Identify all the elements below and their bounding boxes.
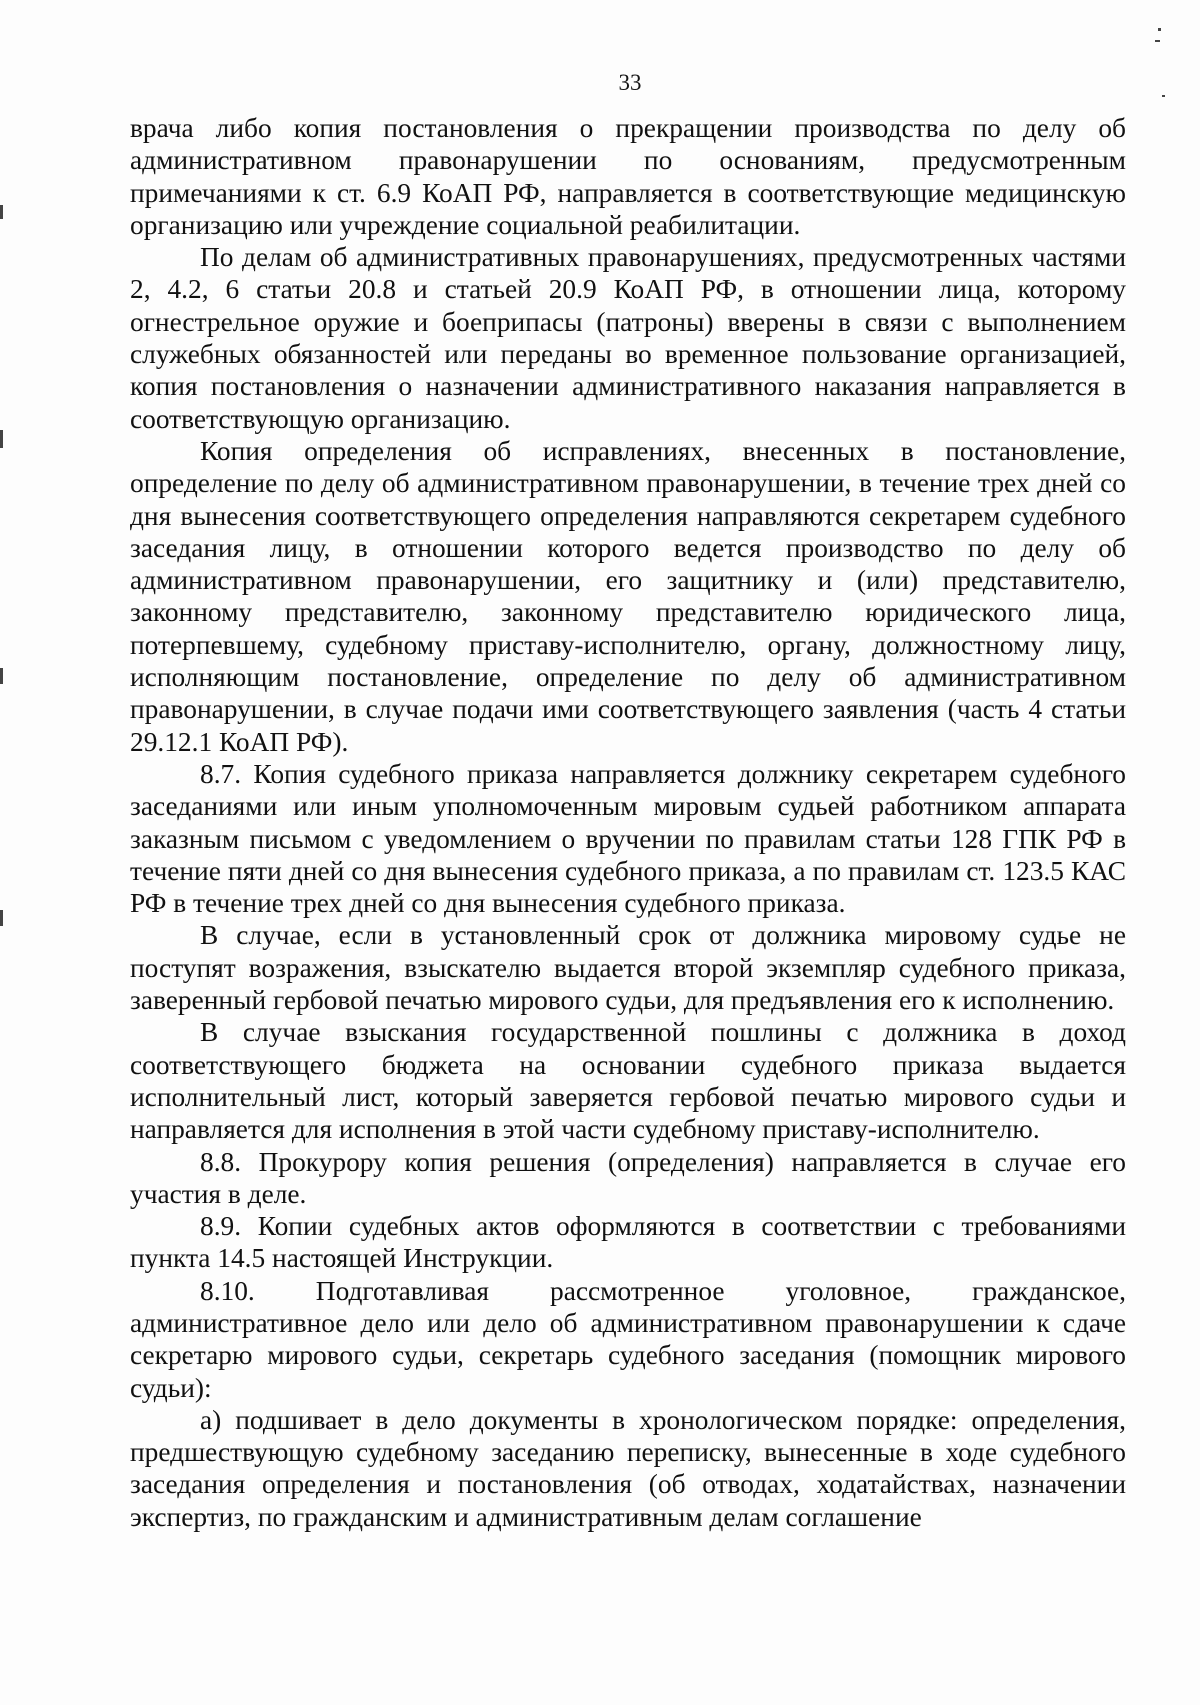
paragraph: 8.7. Копия судебного приказа направляется должнику секретарем судебного заседаниями или иным уполномоченным мировым судьей работником аппарата заказным письмом с уведомлением о вручении по правилам статьи 128 ГПК РФ в течение пяти дней со дня вынесения судебного приказа, а по правилам ст. 123.5 КАС РФ в течение трех дней со дня вынесения судебного приказа. — [130, 758, 1126, 919]
paragraph: 8.10. Подготавливая рассмотренное уголовное, гражданское, административное дело или дело об административном правонарушении к сдаче секретарю мирового судьи, секретарь судебного заседания (помощник мирового судьи): — [130, 1275, 1126, 1403]
paragraph: По делам об административных правонарушениях, предусмотренных частями 2, 4.2, 6 статьи 20.8 и статьей 20.9 КоАП РФ, в отношении лица, которому огнестрельное оружие и боеприпасы (патроны) вверены в связи с выполнением служебных обязанностей или переданы во временное пользование организацией, копия постановления о назначении административного наказания направляется в соответствующую организацию. — [130, 242, 1126, 434]
scan-mark — [0, 668, 3, 684]
scan-mark — [1162, 95, 1165, 97]
paragraph: В случае, если в установленный срок от должника мировому судье не поступят возражения, взыскателю выдается второй экземпляр судебного приказа, заверенный гербовой печатью мирового судьи, для предъявления его к исполнению. — [130, 920, 1126, 1016]
paragraph: 8.9. Копии судебных актов оформляются в соответствии с требованиями пункта 14.5 настоящей Инструкции. — [130, 1211, 1126, 1274]
paragraph: 8.8. Прокурору копия решения (определения) направляется в случае его участия в деле. — [130, 1146, 1126, 1209]
scan-mark — [0, 430, 3, 448]
document-body — [130, 112, 1126, 1533]
scan-mark — [1155, 40, 1160, 42]
scan-mark — [0, 910, 3, 926]
paragraph: Копия определения об исправлениях, внесенных в постановление, определение по делу об административном правонарушении, в течение трех дней со дня вынесения соответствующего определения направляются секретарем судебного заседания лицу, в отношении которого ведется производство по делу об административном правонарушении, его защитнику и (или) представителю, законному представителю, законному представителю юридического лица, потерпевшему, судебному приставу-исполнителю, органу, должностному лицу, исполняющим постановление, определение по делу об административном правонарушении, в случае подачи ими соответствующего заявления (часть 4 статьи 29.12.1 КоАП РФ). — [130, 435, 1126, 757]
paragraph: В случае взыскания государственной пошлины с должника в доход соответствующего бюджета на основании судебного приказа выдается исполнительный лист, который заверяется гербовой печатью мирового судьи и направляется для исполнения в этой части судебному приставу-исполнителю. — [130, 1017, 1126, 1145]
page-number: 33 — [618, 70, 642, 95]
scan-mark — [1158, 28, 1161, 31]
paragraph: врача либо копия постановления о прекращении производства по делу об административном правонарушении по основаниям, предусмотренным примечаниями к ст. 6.9 КоАП РФ, направляется в соответствующие медицинскую организацию или учреждение социальной реабилитации. — [130, 113, 1126, 240]
paragraph: а) подшивает в дело документы в хронологическом порядке: определения, предшествующую судебному заседанию переписку, вынесенные в ходе судебного заседания определения и постановления (об отводах, ходатайствах, назначении экспертиз, по гражданским и административным делам соглашение — [130, 1404, 1126, 1532]
scan-mark — [0, 205, 3, 219]
